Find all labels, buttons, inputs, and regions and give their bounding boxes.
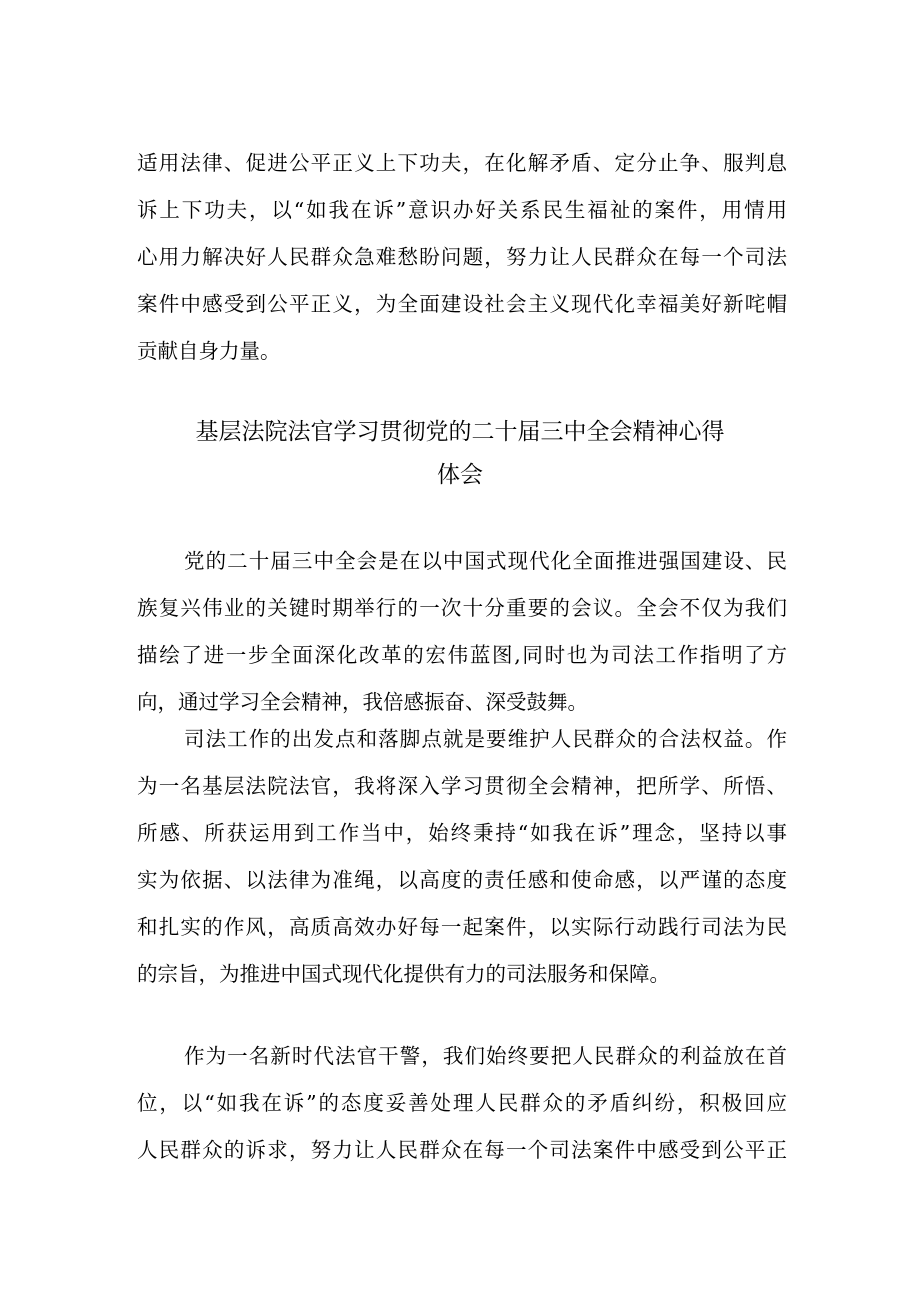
text-line: 贡献自身力量。 (137, 339, 281, 363)
text-line: 作为一名新时代法官干警，我们始终要把人民群众的利益放在首 (184, 1044, 787, 1068)
text-line: 为一名基层法院法官，我将深入学习贯彻全会精神，把所学、所悟、 (137, 774, 787, 798)
text-line: 向，通过学习全会精神，我倍感振奋、深受鼓舞。 (137, 690, 588, 714)
text-line: 司法工作的出发点和落脚点就是要维护人民群众的合法权益。作 (184, 727, 787, 751)
text-line: 党的二十届三中全会是在以中国式现代化全面推进强国建设、民 (184, 549, 787, 573)
title-line-2: 体会 (437, 462, 483, 488)
text-line: 人民群众的诉求，努力让人民群众在每一个司法案件中感受到公平正 (137, 1138, 787, 1162)
text-line: 描绘了进一步全面深化改革的宏伟蓝图,同时也为司法工作指明了方 (137, 643, 787, 667)
text-line: 的宗旨，为推进中国式现代化提供有力的司法服务和保障。 (137, 962, 670, 986)
text-line: 诉上下功夫，以“如我在诉”意识办好关系民生福祉的案件，用情用 (137, 198, 787, 222)
title-line-1: 基层法院法官学习贯彻党的二十届三中全会精神心得 (195, 419, 725, 445)
text-line: 实为依据、以法律为准绳，以高度的责任感和使命感，以严谨的态度 (137, 868, 787, 892)
text-line: 所感、所获运用到工作当中，始终秉持“如我在诉”理念，坚持以事 (137, 821, 787, 845)
text-line: 适用法律、促进公平正义上下功夫，在化解矛盾、定分止争、服判息 (137, 151, 787, 175)
text-line: 案件中感受到公平正义，为全面建设社会主义现代化幸福美好新咤帽 (137, 292, 787, 316)
text-line: 心用力解决好人民群众急难愁盼问题，努力让人民群众在每一个司法 (137, 245, 787, 269)
text-line: 位，以“如我在诉”的态度妥善处理人民群众的矛盾纠纷，积极回应 (137, 1091, 787, 1115)
text-line: 族复兴伟业的关键时期举行的一次十分重要的会议。全会不仅为我们 (137, 596, 787, 620)
text-line: 和扎实的作风，高质高效办好每一起案件，以实际行动践行司法为民 (137, 915, 787, 939)
